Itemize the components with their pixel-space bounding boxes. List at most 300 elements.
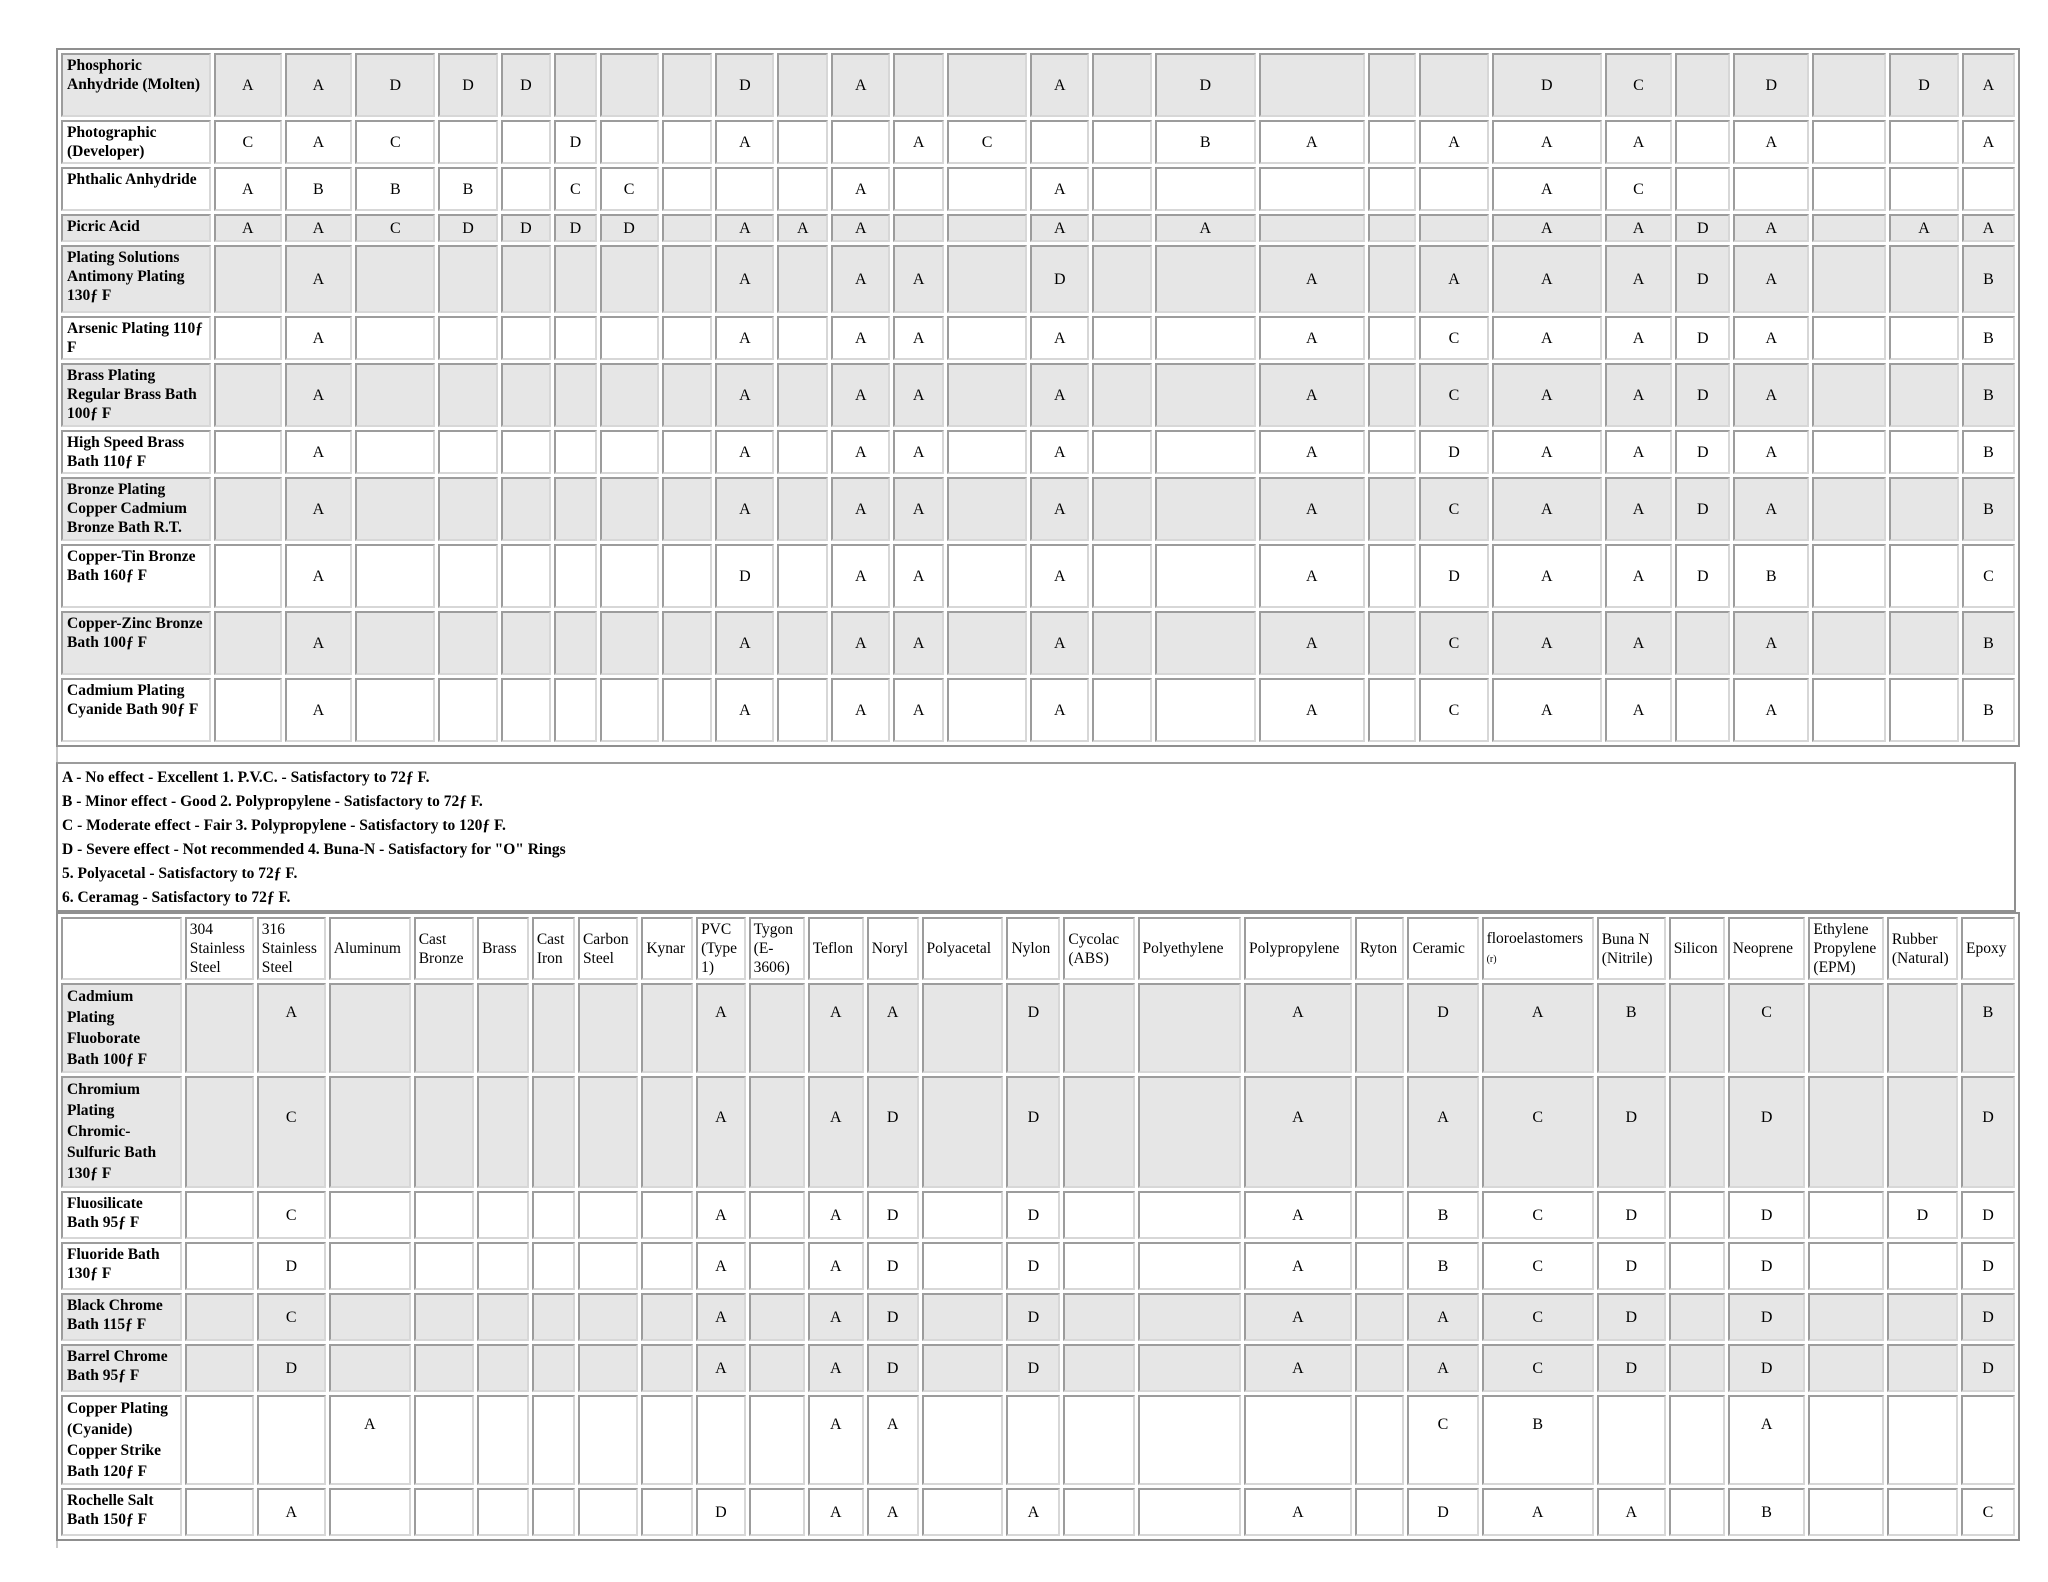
rating-cell	[777, 167, 828, 211]
rating-cell	[554, 611, 596, 675]
rating-cell: C	[257, 1191, 326, 1239]
rating-cell: B	[1962, 363, 2015, 427]
rating-cell: B	[1962, 316, 2015, 360]
rating-cell: A	[715, 245, 774, 313]
rating-cell	[1368, 363, 1417, 427]
row-label: Bronze Plating Copper Cadmium Bronze Bath R.T.	[61, 477, 211, 541]
rating-cell	[532, 1076, 575, 1188]
rating-cell: B	[285, 167, 353, 211]
rating-cell	[501, 430, 552, 474]
rating-cell	[1355, 1191, 1405, 1239]
rating-cell: D	[867, 1293, 919, 1341]
column-header	[749, 917, 805, 980]
note-line: B - Minor effect - Good 2. Polypropylene - Satisfactory to 72ƒ F.	[62, 793, 483, 810]
rating-cell	[477, 1293, 529, 1341]
column-header-label: Teflon	[812, 940, 853, 957]
rating-cell	[477, 1395, 529, 1485]
rating-cell: D	[1961, 1293, 2015, 1341]
rating-cell: A	[214, 214, 282, 242]
rating-cell	[662, 544, 713, 608]
rating-cell: A	[329, 1395, 411, 1485]
rating-cell: A	[1492, 363, 1602, 427]
row-label: Copper-Tin Bronze Bath 160ƒ F	[61, 544, 211, 608]
rating-cell: A	[808, 1191, 864, 1239]
rating-cell: A	[1605, 214, 1673, 242]
column-header-label: Cast Bronze	[418, 930, 464, 967]
column-header	[922, 917, 1004, 980]
rating-cell	[641, 1293, 693, 1341]
rating-cell	[185, 1488, 254, 1536]
rating-cell	[329, 1293, 411, 1341]
table-row	[61, 316, 2015, 360]
rating-cell	[438, 430, 497, 474]
row-label: Copper Plating (Cyanide) Copper Strike Bath 120ƒ F	[61, 1395, 182, 1485]
rating-cell: D	[257, 1242, 326, 1290]
row-label: Phosphoric Anhydride (Molten)	[61, 53, 211, 117]
rating-cell: A	[893, 245, 944, 313]
rating-cell	[1355, 1488, 1405, 1536]
rating-cell: C	[1419, 316, 1489, 360]
column-header-label: Ethylene Propylene (EPM)	[1813, 921, 1877, 976]
rating-cell: C	[554, 167, 596, 211]
rating-cell: D	[1961, 1076, 2015, 1188]
rating-cell: A	[1889, 214, 1959, 242]
rating-cell	[1368, 214, 1417, 242]
rating-cell	[438, 678, 497, 742]
rating-cell: D	[1597, 1076, 1666, 1188]
column-header-label: Polypropylene	[1249, 940, 1340, 957]
rating-cell	[1889, 245, 1959, 313]
rating-cell: A	[696, 983, 746, 1073]
column-header	[1138, 917, 1242, 980]
rating-cell	[777, 120, 828, 164]
rating-cell	[1812, 611, 1886, 675]
rating-cell: A	[257, 1488, 326, 1536]
rating-cell: A	[831, 477, 890, 541]
rating-cell	[1355, 1395, 1405, 1485]
rating-cell: D	[1889, 53, 1959, 117]
rating-cell	[662, 120, 713, 164]
rating-cell	[1812, 316, 1886, 360]
table-row	[61, 544, 2015, 608]
rating-cell	[1887, 1293, 1958, 1341]
rating-cell: A	[808, 1488, 864, 1536]
rating-cell	[532, 1344, 575, 1392]
rating-cell: A	[285, 611, 353, 675]
rating-cell	[1419, 167, 1489, 211]
rating-cell: B	[1961, 983, 2015, 1073]
rating-cell	[600, 477, 659, 541]
rating-cell: A	[1419, 120, 1489, 164]
column-header	[532, 917, 575, 980]
rating-cell: A	[1244, 1076, 1352, 1188]
rating-cell: D	[1887, 1191, 1958, 1239]
rating-cell	[1669, 1488, 1725, 1536]
rating-cell	[1155, 167, 1256, 211]
rating-cell	[414, 1191, 474, 1239]
table-row	[61, 53, 2015, 117]
rating-cell	[1155, 477, 1256, 541]
table-row	[61, 983, 2015, 1073]
rating-cell: D	[715, 544, 774, 608]
rating-cell	[1669, 983, 1725, 1073]
rating-cell: D	[1419, 544, 1489, 608]
rating-cell	[662, 611, 713, 675]
rating-cell	[1155, 430, 1256, 474]
rating-cell	[477, 983, 529, 1073]
rating-cell	[1889, 678, 1959, 742]
rating-cell	[1092, 214, 1151, 242]
row-label: Arsenic Plating 110ƒ F	[61, 316, 211, 360]
column-header	[1407, 917, 1478, 980]
rating-cell	[641, 1191, 693, 1239]
rating-cell	[777, 611, 828, 675]
column-header	[414, 917, 474, 980]
rating-cell	[1889, 120, 1959, 164]
rating-cell	[1669, 1293, 1725, 1341]
rating-cell	[1063, 1076, 1134, 1188]
table-row	[61, 1395, 2015, 1485]
rating-cell	[947, 363, 1027, 427]
rating-cell	[1138, 1076, 1242, 1188]
rating-cell: D	[1155, 53, 1256, 117]
rating-cell: D	[1728, 1076, 1806, 1188]
rating-cell	[1155, 245, 1256, 313]
rating-cell: D	[1419, 430, 1489, 474]
rating-cell: A	[1492, 167, 1602, 211]
rating-cell: A	[285, 316, 353, 360]
rating-cell: A	[831, 430, 890, 474]
row-label: Copper-Zinc Bronze Bath 100ƒ F	[61, 611, 211, 675]
rating-cell: D	[1675, 363, 1730, 427]
rating-cell	[578, 983, 638, 1073]
rating-cell	[1887, 1395, 1958, 1485]
rating-cell	[1808, 1488, 1883, 1536]
rating-cell: A	[285, 477, 353, 541]
rating-cell	[1812, 167, 1886, 211]
rating-cell	[893, 214, 944, 242]
rating-cell	[1063, 1488, 1134, 1536]
column-header	[257, 917, 326, 980]
rating-cell: A	[1407, 1293, 1478, 1341]
rating-cell: D	[600, 214, 659, 242]
rating-cell	[922, 1344, 1004, 1392]
rating-cell	[554, 544, 596, 608]
column-header	[1355, 917, 1405, 980]
rating-cell	[1355, 1344, 1405, 1392]
rating-cell	[501, 678, 552, 742]
rating-cell	[414, 983, 474, 1073]
rating-cell: A	[893, 678, 944, 742]
rating-cell: A	[1030, 611, 1089, 675]
rating-cell	[554, 477, 596, 541]
table-row	[61, 611, 2015, 675]
rating-cell: A	[1259, 430, 1365, 474]
rating-cell	[1889, 316, 1959, 360]
column-header	[477, 917, 529, 980]
rating-cell	[214, 316, 282, 360]
rating-cell: D	[1006, 983, 1060, 1073]
rating-cell: A	[1259, 678, 1365, 742]
rating-cell	[1368, 120, 1417, 164]
rating-cell: A	[1492, 430, 1602, 474]
rating-cell	[893, 167, 944, 211]
rating-cell	[501, 316, 552, 360]
rating-cell: A	[1244, 1344, 1352, 1392]
rating-cell	[1063, 1395, 1134, 1485]
column-header-label: Noryl	[871, 940, 908, 957]
rating-cell: A	[1597, 1488, 1666, 1536]
rating-cell	[641, 1395, 693, 1485]
row-label: Plating Solutions Antimony Plating 130ƒ F	[61, 245, 211, 313]
row-label: Fluoride Bath 130ƒ F	[61, 1242, 182, 1290]
note-line: A - No effect - Excellent 1. P.V.C. - Satisfactory to 72ƒ F.	[62, 769, 430, 786]
rating-cell: A	[1605, 611, 1673, 675]
rating-cell: A	[893, 120, 944, 164]
rating-cell	[1419, 53, 1489, 117]
rating-cell	[578, 1344, 638, 1392]
rating-cell: D	[1728, 1242, 1806, 1290]
rating-cell	[554, 53, 596, 117]
rating-cell	[947, 167, 1027, 211]
rating-cell	[600, 430, 659, 474]
rating-cell: D	[1728, 1344, 1806, 1392]
rating-cell	[1887, 1488, 1958, 1536]
rating-cell: A	[214, 167, 282, 211]
rating-cell	[1889, 363, 1959, 427]
rating-cell	[438, 120, 497, 164]
rating-cell	[947, 678, 1027, 742]
rating-cell: A	[1733, 245, 1809, 313]
rating-cell	[777, 544, 828, 608]
column-header	[808, 917, 864, 980]
rating-cell	[1808, 1191, 1883, 1239]
rating-cell: B	[1962, 245, 2015, 313]
rating-cell: C	[947, 120, 1027, 164]
rating-cell: A	[893, 363, 944, 427]
rating-cell	[1808, 1344, 1883, 1392]
rating-cell: A	[285, 53, 353, 117]
column-header-label: Cycolac (ABS)	[1068, 930, 1120, 967]
rating-cell	[1355, 983, 1405, 1073]
rating-cell	[477, 1076, 529, 1188]
rating-cell: D	[1006, 1344, 1060, 1392]
column-header-label: PVC (Type 1)	[701, 921, 737, 976]
rating-cell: A	[1733, 611, 1809, 675]
rating-cell	[554, 430, 596, 474]
rating-cell	[749, 1344, 805, 1392]
rating-cell: D	[1961, 1242, 2015, 1290]
rating-cell	[438, 611, 497, 675]
rating-cell	[501, 477, 552, 541]
column-header	[578, 917, 638, 980]
rating-cell	[922, 1242, 1004, 1290]
rating-cell: A	[1962, 214, 2015, 242]
rating-cell	[501, 544, 552, 608]
rating-cell: C	[1482, 1191, 1594, 1239]
rating-cell	[749, 1293, 805, 1341]
rating-cell	[749, 1076, 805, 1188]
rating-cell	[329, 1076, 411, 1188]
rating-cell: C	[257, 1076, 326, 1188]
rating-cell	[749, 983, 805, 1073]
rating-cell: C	[1419, 477, 1489, 541]
column-header	[1063, 917, 1134, 980]
lower-chemical-table	[56, 912, 2020, 1541]
rating-cell	[1063, 1344, 1134, 1392]
rating-cell	[947, 316, 1027, 360]
rating-cell	[947, 430, 1027, 474]
column-header	[1728, 917, 1806, 980]
rating-cell	[438, 245, 497, 313]
rating-cell: C	[1482, 1076, 1594, 1188]
rating-cell	[662, 316, 713, 360]
rating-cell: A	[1030, 316, 1089, 360]
rating-cell	[329, 983, 411, 1073]
rating-cell	[641, 1488, 693, 1536]
rating-cell: A	[1492, 120, 1602, 164]
column-header	[329, 917, 411, 980]
rating-cell: A	[1605, 245, 1673, 313]
rating-cell: D	[1675, 544, 1730, 608]
rating-cell	[501, 167, 552, 211]
note-line: C - Moderate effect - Fair 3. Polypropylene - Satisfactory to 120ƒ F.	[62, 817, 506, 834]
rating-cell: A	[715, 611, 774, 675]
rating-cell	[1812, 214, 1886, 242]
rating-cell	[477, 1242, 529, 1290]
rating-cell: D	[867, 1191, 919, 1239]
rating-cell: D	[696, 1488, 746, 1536]
column-header-label: Ryton	[1359, 940, 1398, 957]
rating-cell: A	[1259, 120, 1365, 164]
rating-cell: A	[1407, 1076, 1478, 1188]
rating-cell: A	[1492, 611, 1602, 675]
rating-cell	[214, 477, 282, 541]
rating-cell: A	[1605, 316, 1673, 360]
rating-cell: D	[1961, 1191, 2015, 1239]
rating-cell	[578, 1488, 638, 1536]
rating-cell: D	[1006, 1191, 1060, 1239]
rating-cell	[1092, 363, 1151, 427]
rating-cell: C	[1482, 1293, 1594, 1341]
rating-cell	[600, 245, 659, 313]
rating-cell	[1733, 167, 1809, 211]
rating-cell	[355, 430, 435, 474]
rating-cell	[641, 1242, 693, 1290]
rating-cell	[1812, 363, 1886, 427]
column-header-label: Polyethylene	[1142, 940, 1224, 957]
rating-cell: A	[1244, 1293, 1352, 1341]
rating-cell	[922, 1488, 1004, 1536]
rating-cell: A	[696, 1293, 746, 1341]
rating-cell	[600, 53, 659, 117]
rating-cell	[947, 53, 1027, 117]
rating-cell: D	[1728, 1293, 1806, 1341]
rating-cell: A	[831, 53, 890, 117]
rating-cell	[1808, 1395, 1883, 1485]
upper-chemical-table	[56, 48, 2020, 747]
column-header	[1887, 917, 1958, 980]
rating-cell: A	[893, 477, 944, 541]
rating-cell	[532, 1242, 575, 1290]
rating-cell	[641, 1076, 693, 1188]
rating-cell: A	[1006, 1488, 1060, 1536]
table-row	[61, 363, 2015, 427]
rating-cell	[749, 1395, 805, 1485]
rating-cell	[1092, 611, 1151, 675]
rating-cell: A	[1030, 167, 1089, 211]
table-row	[61, 1242, 2015, 1290]
rating-cell	[185, 1242, 254, 1290]
rating-cell: C	[1419, 363, 1489, 427]
rating-cell: D	[554, 214, 596, 242]
rating-cell: D	[1006, 1076, 1060, 1188]
rating-cell: C	[1728, 983, 1806, 1073]
legend-notes	[56, 762, 2016, 912]
rating-cell: A	[1419, 245, 1489, 313]
column-header-label: Buna N (Nitrile)	[1601, 930, 1653, 967]
rating-cell: A	[285, 430, 353, 474]
rating-cell	[1092, 245, 1151, 313]
rating-cell: A	[831, 678, 890, 742]
rating-cell: A	[285, 363, 353, 427]
rating-cell	[1368, 53, 1417, 117]
rating-cell: D	[1675, 316, 1730, 360]
rating-cell: D	[438, 214, 497, 242]
rating-cell: A	[808, 983, 864, 1073]
rating-cell: A	[1155, 214, 1256, 242]
rating-cell	[501, 363, 552, 427]
rating-cell: A	[1259, 611, 1365, 675]
rating-cell: B	[1597, 983, 1666, 1073]
column-header-label: Polyacetal	[926, 940, 992, 957]
rating-cell	[355, 611, 435, 675]
rating-cell: B	[355, 167, 435, 211]
rating-cell	[1063, 1242, 1134, 1290]
header-row	[61, 917, 2015, 980]
rating-cell: C	[355, 214, 435, 242]
rating-cell: A	[831, 167, 890, 211]
column-header-label: Epoxy	[1966, 940, 2007, 957]
rating-cell	[1368, 611, 1417, 675]
rating-cell	[600, 678, 659, 742]
rating-cell	[355, 678, 435, 742]
rating-cell: A	[1030, 544, 1089, 608]
column-header-label: Ceramic	[1412, 940, 1465, 957]
rating-cell: B	[1962, 678, 2015, 742]
rating-cell	[1092, 544, 1151, 608]
column-header	[1597, 917, 1666, 980]
rating-cell: D	[257, 1344, 326, 1392]
table-row	[61, 214, 2015, 242]
rating-cell	[1092, 316, 1151, 360]
rating-cell: A	[1030, 430, 1089, 474]
rating-cell	[185, 1191, 254, 1239]
rating-cell: A	[808, 1395, 864, 1485]
rating-cell	[1092, 120, 1151, 164]
rating-cell	[777, 477, 828, 541]
rating-cell: D	[867, 1344, 919, 1392]
column-header	[1006, 917, 1060, 980]
rating-cell	[1889, 544, 1959, 608]
rating-cell	[1368, 430, 1417, 474]
rating-cell	[1597, 1395, 1666, 1485]
rating-cell: A	[1030, 477, 1089, 541]
rating-cell: C	[1605, 167, 1673, 211]
column-header-label: Cast Iron	[536, 930, 565, 967]
rating-cell	[355, 245, 435, 313]
rating-cell: A	[257, 983, 326, 1073]
